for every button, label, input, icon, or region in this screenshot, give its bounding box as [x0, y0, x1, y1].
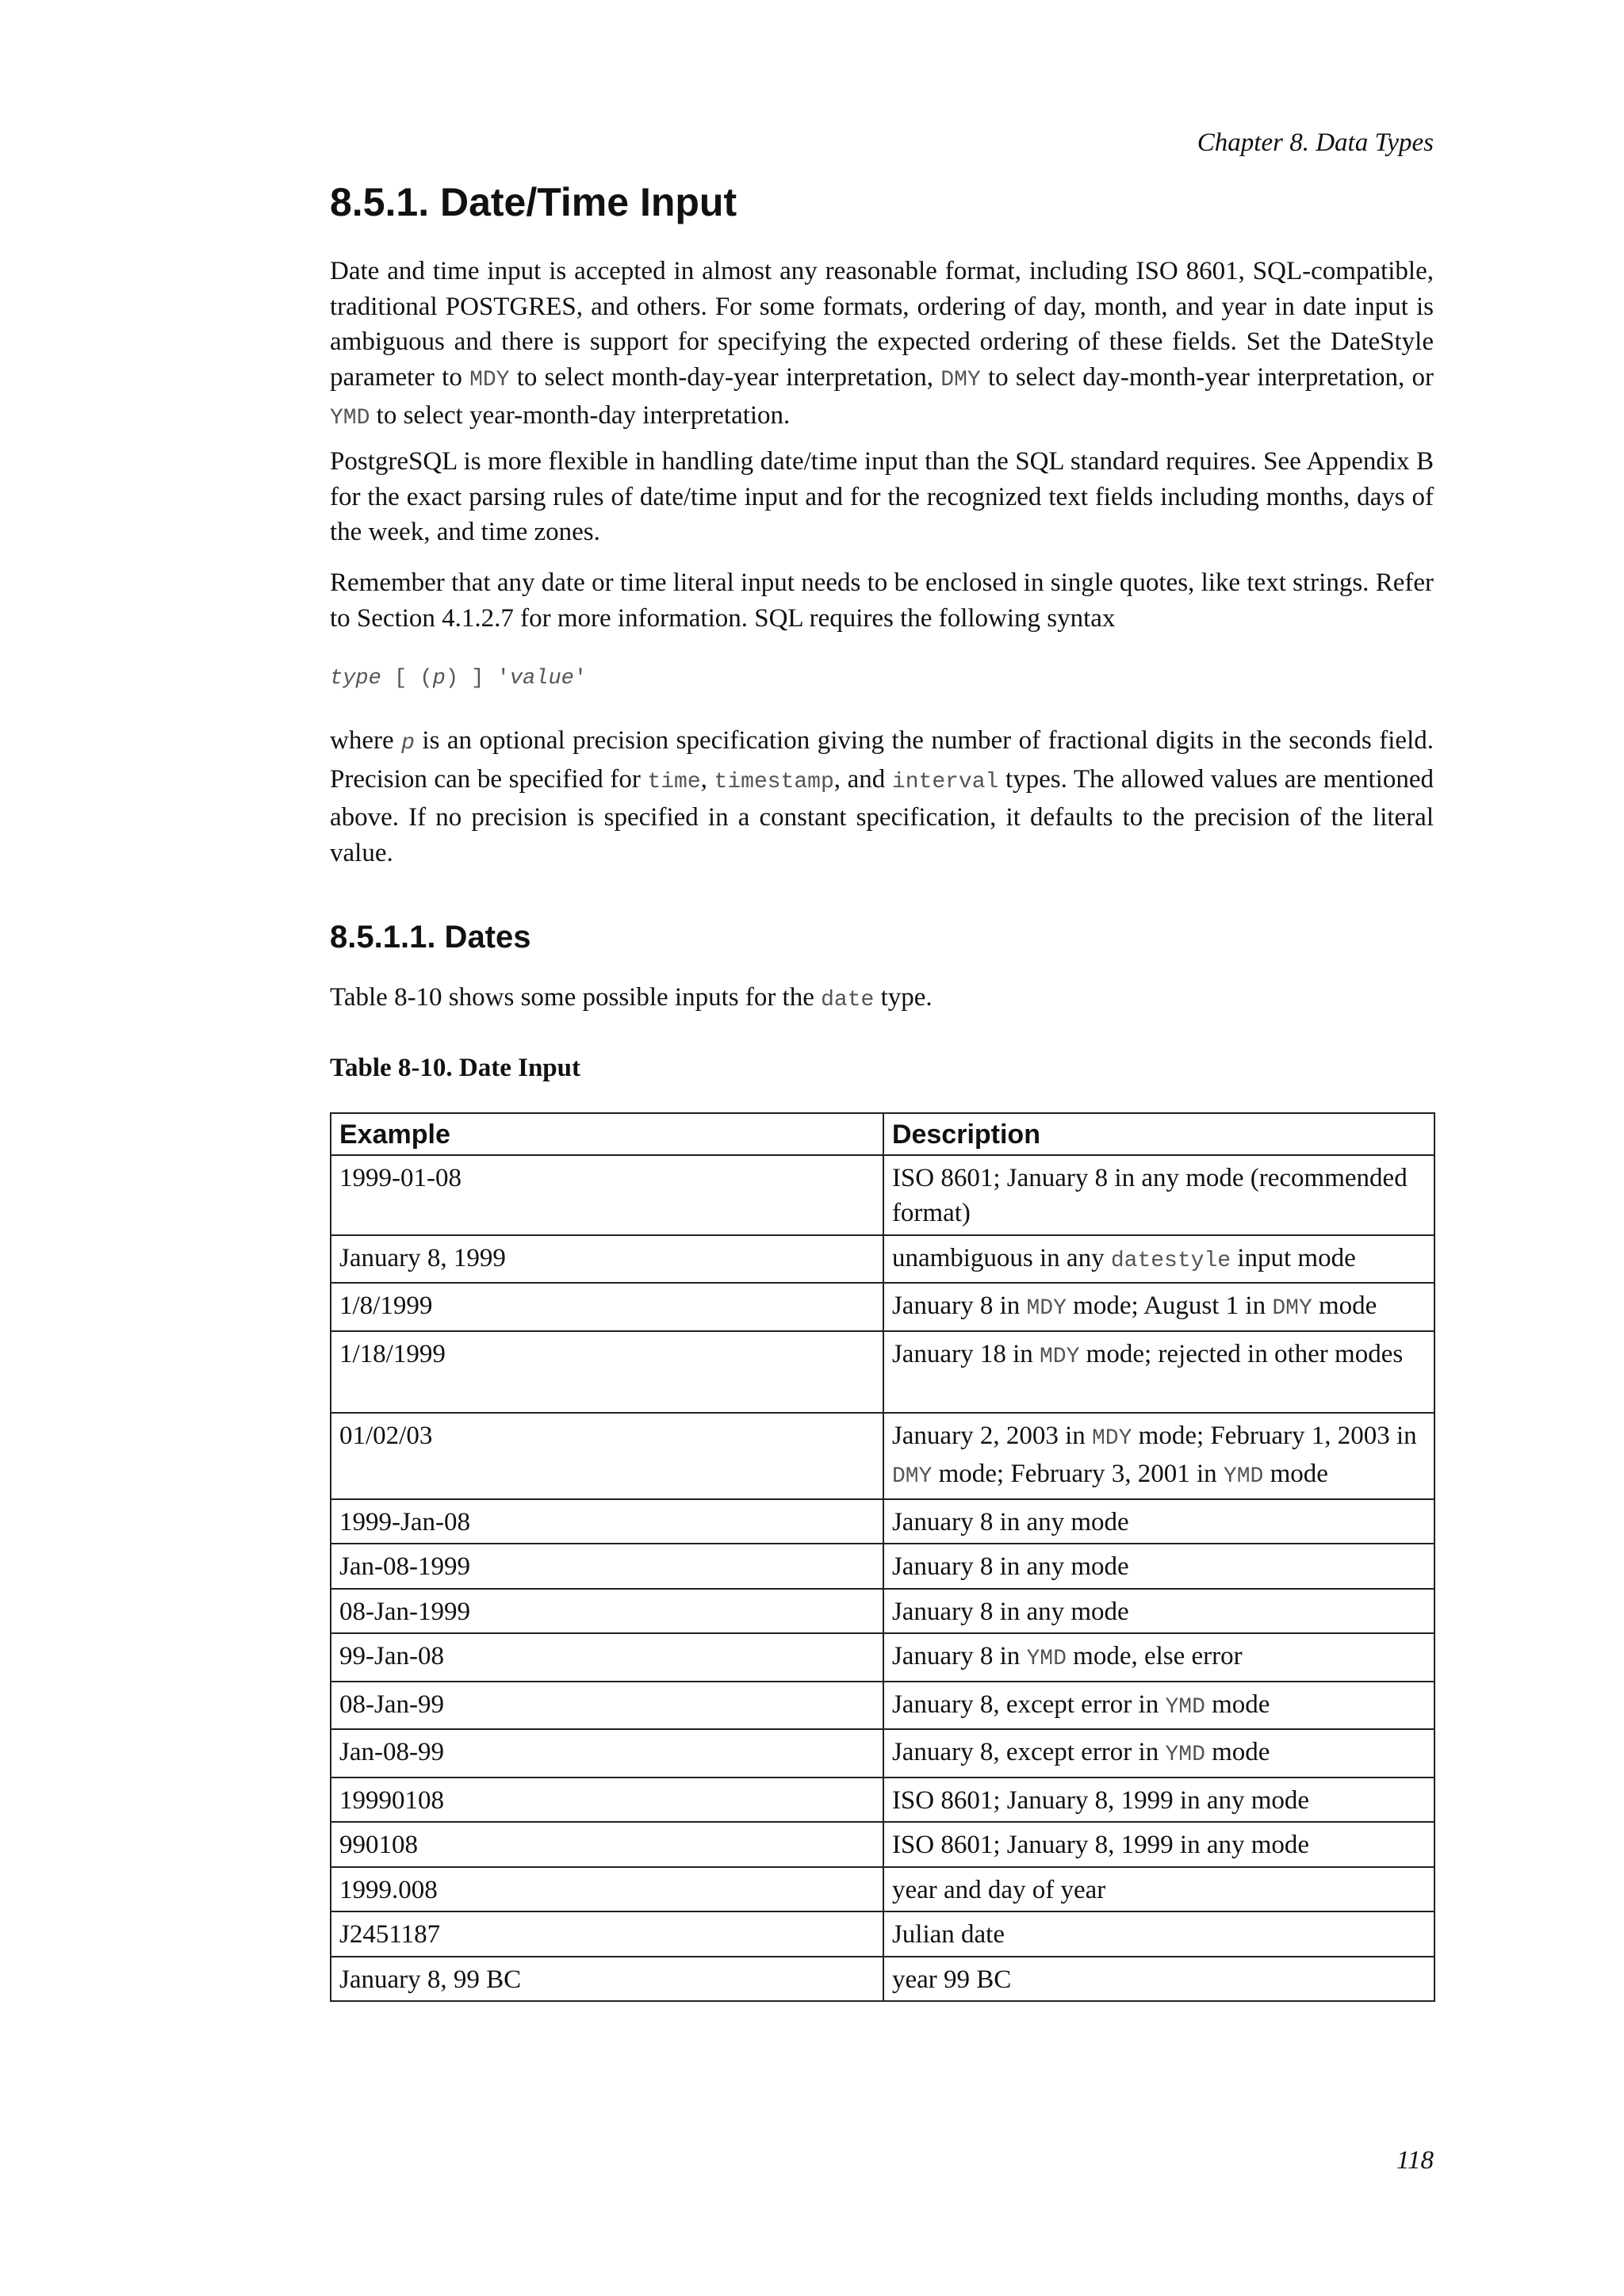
description-cell	[883, 1867, 1434, 1912]
table-row	[331, 1155, 1434, 1235]
code-ymd: YMD	[330, 406, 370, 430]
description-cell	[883, 1499, 1434, 1544]
code-fragment: YMD	[1165, 1743, 1205, 1767]
code-fragment: DMY	[1272, 1296, 1312, 1321]
description-text: January 8 in any mode	[891, 1552, 1129, 1581]
description-cell	[883, 1589, 1434, 1634]
example-cell: 1999-Jan-08	[331, 1499, 883, 1544]
example-cell: 01/02/03	[331, 1413, 883, 1499]
column-header-description: Description	[883, 1113, 1434, 1155]
description-cell	[883, 1777, 1434, 1823]
syntax-bracket-open: [ (	[381, 667, 433, 691]
description-text: mode, else error	[1066, 1642, 1243, 1670]
example-cell: 1999-01-08	[331, 1155, 883, 1235]
code-fragment: MDY	[1039, 1344, 1080, 1369]
description-text: mode	[1263, 1460, 1328, 1488]
table-body	[331, 1155, 1434, 2002]
syntax-type: type	[330, 667, 381, 691]
table-row	[331, 1331, 1434, 1413]
code-interval: interval	[891, 769, 999, 794]
description-text: mode	[1312, 1292, 1377, 1320]
description-cell	[883, 1544, 1434, 1589]
example-cell: January 8, 99 BC	[331, 1957, 883, 2002]
description-cell	[883, 1283, 1434, 1331]
description-text: January 8, except error in	[891, 1689, 1166, 1719]
precision-text: is an optional precision specification giving the number of fractional digits in the seconds field. Precision can be specified for	[330, 726, 1434, 794]
code-dmy: DMY	[940, 367, 981, 392]
description-cell	[883, 1155, 1434, 1235]
code-fragment: MDY	[1091, 1425, 1132, 1451]
description-cell	[883, 1235, 1434, 1284]
precision-paragraph	[330, 723, 1434, 871]
description-cell	[883, 1682, 1434, 1730]
description-text: mode; February 1, 2003 in	[1132, 1421, 1417, 1450]
intro-text: to select year-month-day interpretation.	[370, 401, 791, 430]
literal-quotes-paragraph	[330, 565, 1434, 636]
example-cell: 08-Jan-99	[331, 1682, 883, 1730]
description-cell	[883, 1957, 1434, 2002]
table-row	[331, 1235, 1434, 1284]
table-row	[331, 1911, 1434, 1957]
example-cell: January 8, 1999	[331, 1235, 883, 1284]
precision-text: types. The allowed values are mentioned above. If no precision is specified in a constant specification, it defaults to the precision of the literal value.	[330, 764, 1434, 867]
running-head: Chapter 8. Data Types	[1197, 128, 1434, 157]
page-number: 118	[1396, 2146, 1434, 2175]
table-row	[331, 1544, 1434, 1589]
example-cell: J2451187	[331, 1911, 883, 1957]
dates-intro-paragraph	[330, 980, 1434, 1019]
description-text: year and day of year	[891, 1875, 1106, 1904]
table-caption: Table 8-10. Date Input	[330, 1054, 580, 1082]
description-text: January 8 in any mode	[891, 1597, 1129, 1626]
precision-text: , and	[833, 764, 892, 794]
example-cell: 1/8/1999	[331, 1283, 883, 1331]
code-timestamp: timestamp	[714, 769, 834, 794]
table-row	[331, 1589, 1434, 1634]
example-cell: 08-Jan-1999	[331, 1589, 883, 1634]
precision-text: ,	[700, 764, 714, 794]
description-text: Julian date	[891, 1920, 1005, 1949]
example-cell: Jan-08-1999	[331, 1544, 883, 1589]
syntax-precision: p	[432, 667, 446, 691]
date-input-table	[330, 1112, 1435, 2002]
dates-intro-text: Table 8-10 shows some possible inputs for the	[330, 983, 822, 1012]
example-cell: Jan-08-99	[331, 1729, 883, 1777]
section-title: 8.5.1. Date/Time Input	[330, 180, 737, 224]
literal-quotes-text: Remember that any date or time literal input needs to be enclosed in single quotes, like text strings. Refer to Section 4.1.2.7 for more information. SQL requires the following syntax	[330, 568, 1434, 633]
flexibility-paragraph: PostgreSQL is more flexible in handling date/time input than the SQL standard requires. See Appendix B for the exact parsing rules of date/time input and for the recognized text fields including months, days of the week, and time zones.	[330, 447, 1434, 546]
table-row	[331, 1499, 1434, 1544]
description-text: ISO 8601; January 8 in any mode (recommended format)	[891, 1163, 1408, 1227]
table-row	[331, 1682, 1434, 1730]
table-row	[331, 1283, 1434, 1331]
description-cell	[883, 1331, 1434, 1413]
table-row	[331, 1957, 1434, 2002]
example-cell: 99-Jan-08	[331, 1633, 883, 1682]
intro-text: Date and time input is accepted in almost any reasonable format, including ISO 8601, SQL-compatible, traditional POSTGRES, and others. For some formats, ordering of day, month, and year in date input is ambiguous and there is support for specifying the expected ordering of these fields. Set the DateStyle parameter to	[330, 257, 1434, 392]
description-text: mode	[1205, 1738, 1270, 1766]
example-cell: 1999.008	[331, 1867, 883, 1912]
table-row	[331, 1867, 1434, 1912]
description-cell	[883, 1633, 1434, 1682]
code-fragment: YMD	[1223, 1464, 1264, 1489]
description-text: mode; August 1 in	[1066, 1292, 1273, 1320]
code-fragment: YMD	[1026, 1647, 1067, 1671]
description-text: January 8 in	[891, 1292, 1027, 1320]
description-text: year 99 BC	[891, 1965, 1012, 1994]
table-row	[331, 1822, 1434, 1867]
description-text: January 8 in any mode	[891, 1507, 1129, 1536]
table-row	[331, 1413, 1434, 1499]
description-cell	[883, 1822, 1434, 1867]
description-text: ISO 8601; January 8, 1999 in any mode	[891, 1831, 1310, 1859]
intro-paragraph	[330, 254, 1434, 437]
example-cell: 19990108	[331, 1777, 883, 1823]
table-row	[331, 1633, 1434, 1682]
description-text: January 8, except error in	[891, 1738, 1166, 1766]
example-cell: 1/18/1999	[331, 1331, 883, 1413]
description-text: mode; rejected in other modes	[1079, 1339, 1404, 1368]
syntax-quote-end: '	[573, 667, 588, 691]
code-p: p	[401, 731, 415, 756]
code-fragment: MDY	[1026, 1296, 1067, 1321]
table-row	[331, 1729, 1434, 1777]
code-fragment: DMY	[891, 1464, 933, 1489]
table-row	[331, 1777, 1434, 1823]
description-cell	[883, 1729, 1434, 1777]
syntax-bracket-close: ) ] '	[445, 667, 510, 691]
code-fragment: YMD	[1165, 1694, 1205, 1720]
intro-text: to select month-day-year interpretation,	[509, 362, 941, 392]
description-text: mode	[1205, 1689, 1270, 1719]
code-time: time	[647, 769, 701, 794]
precision-text: where	[330, 726, 402, 755]
description-text: January 8 in	[891, 1642, 1027, 1670]
intro-text: to select day-month-year interpretation, or	[980, 362, 1434, 392]
code-fragment: datestyle	[1110, 1248, 1231, 1273]
subsection-title: 8.5.1.1. Dates	[330, 920, 531, 955]
description-text: ISO 8601; January 8, 1999 in any mode	[891, 1785, 1310, 1815]
description-text: January 18 in	[891, 1339, 1040, 1368]
table-header-row	[331, 1113, 1434, 1155]
description-text: mode; February 3, 2001 in	[932, 1460, 1224, 1488]
code-mdy: MDY	[469, 367, 510, 392]
syntax-value: value	[509, 667, 574, 691]
description-cell	[883, 1911, 1434, 1957]
code-date: date	[821, 988, 875, 1012]
description-text: unambiguous in any	[891, 1243, 1111, 1272]
column-header-example: Example	[331, 1113, 883, 1155]
description-text: input mode	[1231, 1243, 1356, 1272]
description-text: January 2, 2003 in	[891, 1421, 1092, 1450]
description-cell	[883, 1413, 1434, 1499]
syntax-block	[330, 664, 587, 693]
dates-intro-text: type.	[874, 983, 933, 1012]
example-cell: 990108	[331, 1822, 883, 1867]
